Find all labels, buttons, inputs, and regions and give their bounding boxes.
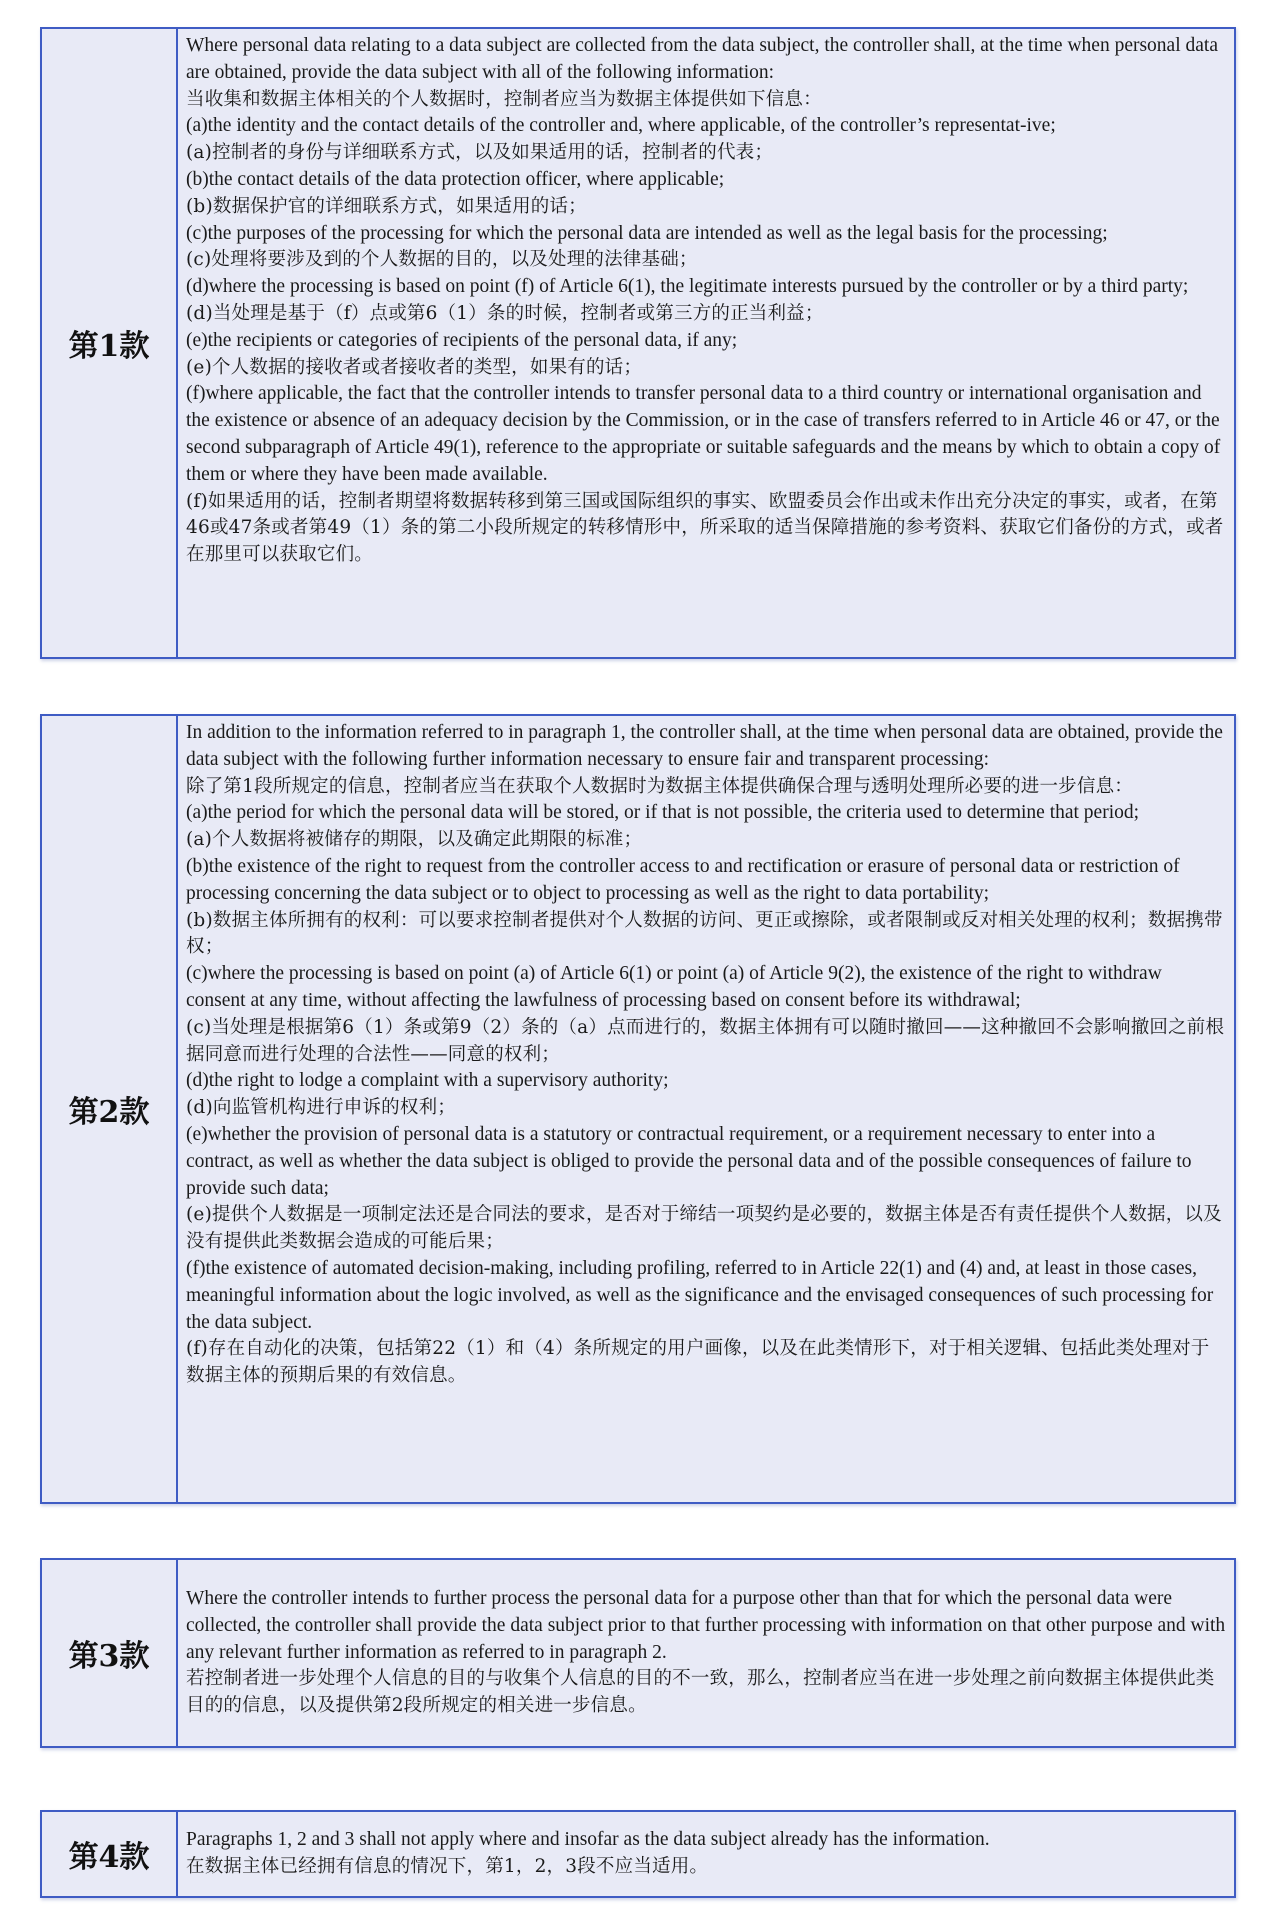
clause-line: (c)the purposes of the processing for which the personal data are intended as well as the legal basis for the processing;: [186, 222, 1108, 244]
clause-line: (c)where the processing is based on point (a) of Article 6(1) or point (a) of Article 9(2), the existence of the right to withdraw consent at any time, without affecting the lawfulness of processing based on consent before its withdrawal;: [186, 963, 1162, 1011]
clause-line: (a)the identity and the contact details of the controller and, where applicable, of the controller’s representat-ive;: [186, 115, 1056, 137]
clause-line: (d)the right to lodge a complaint with a supervisory authority;: [186, 1070, 669, 1092]
clause-line: (f)如果适用的话，控制者期望将数据转移到第三国或国际组织的事实、欧盟委员会作出或未作出充分决定的事实，或者，在第46或47条或者第49（1）条的第二小段所规定的转移情形中，所采取的适当保障措施的参考资料、获取它们备份的方式，或者在那里可以获取它们。: [186, 490, 1224, 566]
clause-line: (a)the period for which the personal data will be stored, or if that is not possible, the criteria used to determine that period;: [186, 802, 1140, 824]
clause-line: 在数据主体已经拥有信息的情况下，第1，2，3段不应当适用。: [186, 1856, 709, 1877]
clause-line: (e)whether the provision of personal data is a statutory or contractual requirement, or a requirement necessary to enter into a contract, as well as whether the data subject is obliged to provide the personal data and of the possible consequences of failure to provide such data;: [186, 1123, 1192, 1199]
clause-line: (e)the recipients or categories of recipients of the personal data, if any;: [186, 329, 738, 351]
clause-text: [178, 1812, 1234, 1896]
clause-line: (d)where the processing is based on point (f) of Article 6(1), the legitimate interests pursued by the controller or by a third party;: [186, 276, 1189, 298]
clause-line: (d)向监管机构进行申诉的权利；: [186, 1097, 456, 1119]
clause-line: (f)存在自动化的决策，包括第22（1）和（4）条所规定的用户画像，以及在此类情形下，对于相关逻辑、包括此类处理对于数据主体的预期后果的有效信息。: [186, 1338, 1210, 1387]
clause-line: (c)处理将要涉及到的个人数据的目的，以及处理的法律基础；: [186, 249, 698, 271]
clause-label: 第3款: [42, 1560, 178, 1746]
clause-line: 除了第1段所规定的信息，控制者应当在获取个人数据时为数据主体提供确保合理与透明处理所必要的进一步信息：: [186, 775, 1133, 797]
clause-1-box: [40, 27, 1236, 659]
clause-line: 当收集和数据主体相关的个人数据时，控制者应当为数据主体提供如下信息：: [186, 88, 822, 110]
clause-line: (b)the contact details of the data protection officer, where applicable;: [186, 168, 725, 190]
clause-3-box: [40, 1558, 1236, 1748]
clause-line: Where personal data relating to a data subject are collected from the data subject, the controller shall, at the time when personal data are obtained, provide the data subject with all of the following information:: [186, 35, 1218, 83]
clause-line: In addition to the information referred to in paragraph 1, the controller shall, at the time when personal data are obtained, provide the data subject with the following further information necessary to ensure fair and transparent processing:: [186, 722, 1223, 770]
clause-line: (b)数据主体所拥有的权利：可以要求控制者提供对个人数据的访问、更正或擦除，或者限制或反对相关处理的权利；数据携带权；: [186, 909, 1223, 958]
clause-line: (f)where applicable, the fact that the controller intends to transfer personal data to a third country or international organisation and the existence or absence of an adequacy decision by the Commission, or in the case of transfers referred to in Article 46 or 47, or the second subparagraph of Article 49(1), reference to the appropriate or suitable safeguards and the means by which to obtain a copy of them or where they have been made available.: [186, 383, 1221, 485]
clause-label: 第4款: [42, 1812, 178, 1896]
clause-4-box: [40, 1810, 1236, 1898]
clause-line: (e)个人数据的接收者或者接收者的类型，如果有的话；: [186, 356, 643, 378]
clause-line: (d)当处理是基于（f）点或第6（1）条的时候，控制者或第三方的正当利益；: [186, 302, 824, 324]
clause-line: Where the controller intends to further process the personal data for a purpose other than that for which the personal data were collected, the controller shall provide the data subject prior to that further processing with information on that other purpose and with any relevant further information as referred to in paragraph 2.: [186, 1588, 1226, 1663]
clause-line: (b)数据保护官的详细联系方式，如果适用的话；: [186, 195, 587, 217]
clause-line: (f)the existence of automated decision-making, including profiling, referred to in Article 22(1) and (4) and, at least in those cases, meaningful information about the logic involved, as well as the significance and the envisaged consequences of such processing for the data subject.: [186, 1257, 1214, 1333]
clause-line: (a)控制者的身份与详细联系方式，以及如果适用的话，控制者的代表；: [186, 142, 774, 164]
clause-label: 第2款: [42, 716, 178, 1502]
clause-line: (a)个人数据将被储存的期限，以及确定此期限的标准；: [186, 829, 643, 851]
clause-label: 第1款: [42, 29, 178, 657]
clause-line: (c)当处理是根据第6（1）条或第9（2）条的（a）点而进行的，数据主体拥有可以随时撤回——这种撤回不会影响撤回之前根据同意而进行处理的合法性——同意的权利；: [186, 1016, 1225, 1065]
clause-text: [178, 29, 1234, 657]
clause-line: (b)the existence of the right to request from the controller access to and rectification or erasure of personal data or restriction of processing concerning the data subject or to object to processing as well as the right to data portability;: [186, 855, 1180, 904]
clause-line: (e)提供个人数据是一项制定法还是合同法的要求，是否对于缔结一项契约是必要的，数据主体是否有责任提供个人数据，以及没有提供此类数据会造成的可能后果；: [186, 1204, 1222, 1253]
clause-2-box: [40, 714, 1236, 1504]
clause-text: [178, 716, 1234, 1502]
clause-text: [178, 1560, 1234, 1746]
clause-line: Paragraphs 1, 2 and 3 shall not apply where and insofar as the data subject already has the information.: [186, 1829, 990, 1851]
clause-line: 若控制者进一步处理个人信息的目的与收集个人信息的目的不一致，那么，控制者应当在进一步处理之前向数据主体提供此类目的的信息，以及提供第2段所规定的相关进一步信息。: [186, 1668, 1215, 1717]
